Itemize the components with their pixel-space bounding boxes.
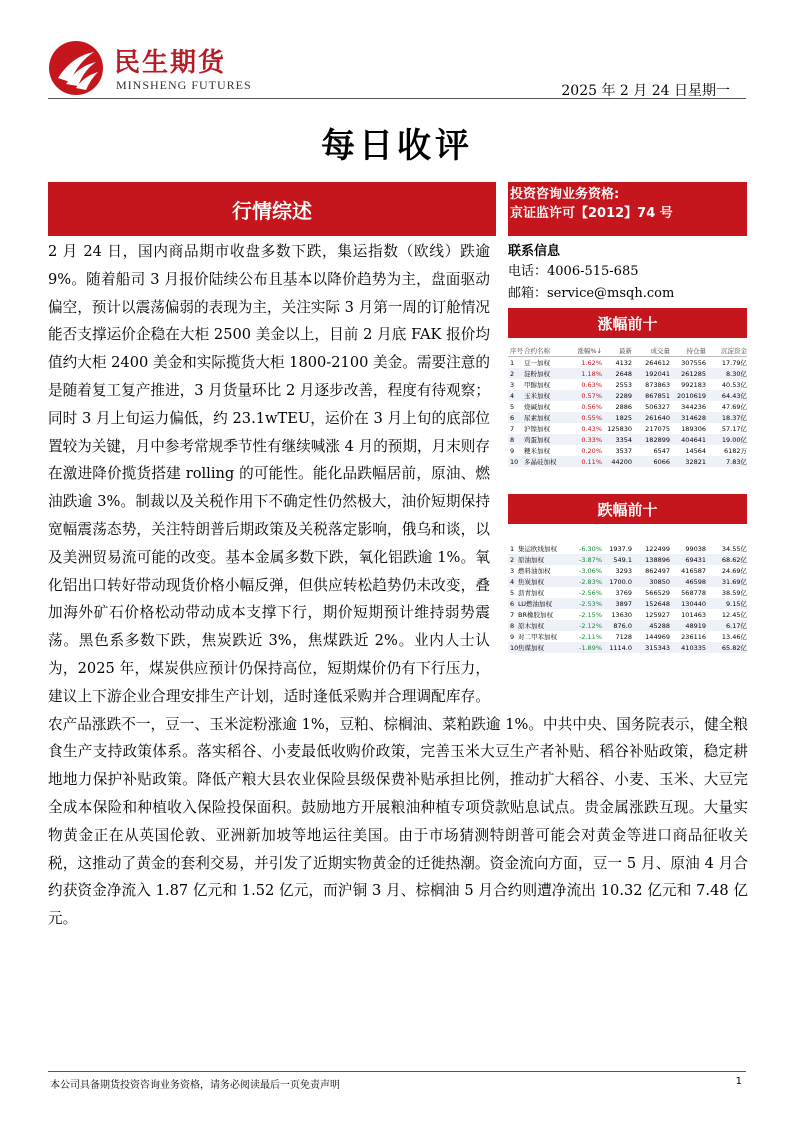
cell-pct: 1.18% <box>572 368 602 379</box>
cell-volume: 192041 <box>632 368 670 379</box>
cell-capital: 18.37亿 <box>706 412 747 423</box>
cell-name: 烧碱加权 <box>524 403 550 411</box>
cell-volume: 30850 <box>632 576 670 587</box>
cell-last: 3897 <box>602 598 632 609</box>
cell-oi: 992183 <box>681 380 706 389</box>
contact-phone: 电话：4006-515-685 <box>508 264 639 279</box>
cell-pct: 0.20% <box>581 446 602 455</box>
cell-volume: 873863 <box>645 380 670 389</box>
cell-capital: 31.69亿 <box>706 576 747 587</box>
cell-oi: 2010619 <box>670 390 706 401</box>
cell-capital: 38.59亿 <box>721 589 747 597</box>
cell-oi: 410335 <box>670 642 706 653</box>
cell-volume: 6066 <box>632 456 670 467</box>
cell-volume: 138896 <box>632 554 670 565</box>
cell-pct: -2.56% <box>579 588 602 597</box>
cell-idx: 8 <box>508 620 518 631</box>
cell-pct: -3.06% <box>579 566 602 575</box>
cell-last: 3354 <box>602 434 632 445</box>
cell-capital: 24.69亿 <box>721 567 747 575</box>
cell-volume: 144969 <box>645 632 670 641</box>
cell-volume: 182899 <box>632 434 670 445</box>
cell-oi: 236116 <box>681 632 706 641</box>
cell-volume: 862497 <box>645 566 670 575</box>
cell-name: 沥青加权 <box>518 589 544 597</box>
cell-oi: 568778 <box>681 588 706 597</box>
cell-idx: 2 <box>508 368 524 379</box>
cell-last: 125830 <box>607 424 632 433</box>
table-row <box>508 631 747 642</box>
cell-last: 1700.0 <box>602 576 632 587</box>
cell-last: 44200 <box>602 456 632 467</box>
cell-name: 燃料油加权 <box>518 567 551 575</box>
table-row <box>508 620 747 631</box>
cell-oi: 130440 <box>670 598 706 609</box>
footer-divider <box>48 1071 746 1072</box>
cell-capital: 68.62亿 <box>706 554 747 565</box>
cell-oi: 14564 <box>685 446 706 455</box>
contact-title: 联系信息 <box>508 244 561 259</box>
license-box <box>508 182 747 236</box>
cell-capital: 13.46亿 <box>721 633 747 641</box>
cell-idx: 6 <box>508 598 518 609</box>
cell-capital: 64.43亿 <box>706 390 747 401</box>
cell-oi: 32821 <box>670 456 706 467</box>
cell-capital: 34.55亿 <box>721 545 747 553</box>
cell-idx: 4 <box>508 576 518 587</box>
table-row <box>508 456 747 467</box>
cell-idx: 6 <box>508 412 524 423</box>
cell-last: 2886 <box>615 402 632 411</box>
cell-volume: 122499 <box>645 544 670 553</box>
cell-capital: 19.00亿 <box>706 434 747 445</box>
column-header-volume[interactable]: 成交量 <box>632 344 670 357</box>
cell-volume: 506327 <box>645 402 670 411</box>
table-row <box>508 357 747 369</box>
cell-name: 集运欧线加权 <box>518 545 557 553</box>
table-row <box>508 379 747 390</box>
cell-name: 焦炭加权 <box>518 576 572 587</box>
cell-oi: 261285 <box>670 368 706 379</box>
cell-pct: -2.15% <box>579 610 602 619</box>
cell-capital: 65.82亿 <box>706 642 747 653</box>
cell-capital: 8.30亿 <box>706 368 747 379</box>
license-line-1: 投资咨询业务资格: <box>510 187 620 202</box>
cell-name: 多晶硅加权 <box>524 456 572 467</box>
cell-pct: 0.63% <box>581 380 602 389</box>
cell-capital: 9.15亿 <box>706 598 747 609</box>
table-row <box>508 434 747 445</box>
cell-oi: 48919 <box>670 620 706 631</box>
cell-name: 粳米加权 <box>524 447 550 455</box>
cell-name: 豆一加权 <box>524 359 550 367</box>
column-header-pct[interactable]: 涨幅%↓ <box>572 344 602 357</box>
cell-capital: 17.79亿 <box>721 359 747 367</box>
cell-oi: 307556 <box>681 358 706 367</box>
cell-name: 鸡蛋加权 <box>524 434 572 445</box>
cell-oi: 404641 <box>670 434 706 445</box>
section-title: 行情综述 <box>48 182 496 236</box>
cell-capital: 57.17亿 <box>721 425 747 433</box>
cell-pct: 0.56% <box>581 402 602 411</box>
header-divider <box>48 98 746 99</box>
cell-name: BR橡胶加权 <box>518 611 553 619</box>
cell-pct: -1.89% <box>572 642 602 653</box>
cell-volume: 566529 <box>645 588 670 597</box>
cell-last: 2289 <box>602 390 632 401</box>
cell-idx: 1 <box>510 544 515 553</box>
cell-name: 对二甲苯加权 <box>518 633 557 641</box>
cell-oi: 101463 <box>681 610 706 619</box>
table-row <box>508 543 747 554</box>
cell-idx: 3 <box>510 380 515 389</box>
table-row <box>508 609 747 620</box>
cell-last: 3293 <box>615 566 632 575</box>
cell-name: 玉米加权 <box>524 390 572 401</box>
cell-idx: 5 <box>510 402 515 411</box>
cell-capital: 7.83亿 <box>706 456 747 467</box>
table-row <box>508 412 747 423</box>
cell-idx: 10 <box>508 456 524 467</box>
table-row <box>508 598 747 609</box>
cell-idx: 4 <box>508 390 524 401</box>
cell-oi: 69431 <box>670 554 706 565</box>
column-header-capital[interactable]: 沉淀资金 <box>706 344 747 357</box>
column-header-last[interactable]: 最新 <box>602 344 632 357</box>
table-row <box>508 565 747 576</box>
contact-email[interactable]: 邮箱：service@msqh.com <box>508 286 675 301</box>
cell-capital: 47.69亿 <box>721 403 747 411</box>
cell-volume: 261640 <box>632 412 670 423</box>
table-row <box>508 445 747 456</box>
cell-idx: 2 <box>508 554 518 565</box>
cell-last: 4132 <box>615 358 632 367</box>
page-number: 1 <box>735 1076 742 1087</box>
table-row <box>508 401 747 412</box>
cell-name: 甲醇加权 <box>524 381 550 389</box>
cell-oi: 344236 <box>681 402 706 411</box>
table-row <box>508 576 747 587</box>
cell-idx: 9 <box>510 446 515 455</box>
cell-volume: 6547 <box>653 446 670 455</box>
cell-idx: 7 <box>510 610 515 619</box>
cell-idx: 5 <box>510 588 515 597</box>
cell-oi: 416587 <box>681 566 706 575</box>
cell-volume: 264612 <box>645 358 670 367</box>
cell-pct: 0.33% <box>572 434 602 445</box>
cell-name: 原木加权 <box>518 620 572 631</box>
table-row <box>508 390 747 401</box>
column-header-name[interactable]: 合约名称 <box>524 344 572 357</box>
minsheng-logo-icon <box>48 40 104 96</box>
column-header-oi[interactable]: 持仓量 <box>670 344 706 357</box>
cell-volume: 125927 <box>645 610 670 619</box>
cell-idx: 9 <box>510 632 515 641</box>
table-row <box>508 423 747 434</box>
cell-pct: -3.87% <box>572 554 602 565</box>
cell-last: 3537 <box>615 446 632 455</box>
cell-oi: 189306 <box>681 424 706 433</box>
cell-oi: 46598 <box>670 576 706 587</box>
cell-idx: 1 <box>510 358 515 367</box>
brand-english-name: MINSHENG FUTURES <box>116 78 252 92</box>
cell-pct: 0.43% <box>581 424 602 433</box>
cell-last: 549.1 <box>602 554 632 565</box>
cell-name: 沪镍加权 <box>524 425 550 433</box>
cell-capital: 6182万 <box>723 447 747 455</box>
cell-idx: 3 <box>510 566 515 575</box>
cell-idx: 10 <box>510 643 518 652</box>
cell-last: 3769 <box>615 588 632 597</box>
cell-name: LU燃油加权 <box>518 598 572 609</box>
table-row <box>508 368 747 379</box>
cell-volume: 867851 <box>632 390 670 401</box>
cell-pct: 0.57% <box>572 390 602 401</box>
table-row <box>508 554 747 565</box>
cell-capital: 12.45亿 <box>721 611 747 619</box>
column-header-idx[interactable]: 序号 <box>508 344 524 357</box>
cell-idx: 8 <box>508 434 524 445</box>
cell-oi: 314628 <box>670 412 706 423</box>
page-title: 每日收评 <box>321 126 473 166</box>
cell-volume: 45288 <box>632 620 670 631</box>
cell-name: 焦煤加权 <box>518 642 572 653</box>
losers-title: 跌幅前十 <box>508 494 747 524</box>
gainers-table <box>508 344 747 467</box>
cell-last: 1937.9 <box>609 544 632 553</box>
market-summary-paragraph: 2 月 24 日，国内商品期市收盘多数下跌，集运指数（欧线）跌逾 9%。随着船司 3 月报价陆续公布且基本以降价趋势为主，盘面驱动偏空，预计以震荡偏弱的表现为主，关注实际 3 月第一周的订舱情况能否支撑运价企稳在大柜 2500 美金以上，目前 2 月底 FAK 报价均值约大柜 2400 美金和实际揽货大柜 1800-2100 美金。需要注意的是随着复工复产推进，3 月货量环比 2 月逐步改善，程度有待观察；同时 3 月上旬运力偏低，约 23.1wTEU，运价在 3 月上旬的底部位置较为关键，月中参考常规季节性有继续喊涨 4 月的预期，月末则存在激进降价揽货搭建 rolling 的可能性。能化品跌幅居前，原油、燃油跌逾 3%。制裁以及关税作用下不确定性仍然极大，油价短期保持宽幅震荡态势，关注特朗普后期政策及关税落定影响，俄乌和谈，以及美洲贸易流可能的改变。基本金属多数下跌，氧化铝跌逾 1%。氧化铝出口转好带动现货价格小幅反弹，但供应转松趋势仍未改变，叠加海外矿石价格松动带动成本支撑下行，期价短期预计维持弱势震荡。黑色系多数下跌，焦炭跌近 3%，焦煤跌近 2%。业内人士认为，2025 年，煤炭供应预计仍保持高位，短期煤价仍有下行压力，建议上下游企业合理安排生产计划，适时逢低采购并合理调配库存。农产品涨跌不一，豆一、玉米淀粉涨逾 1%，豆粕、棕榈油、菜粕跌逾 1%。中共中央、国务院表示，健全粮食生产支持政策体系。落实稻谷、小麦最低收购价政策，完善玉米大豆生产者补贴、稻谷补贴政策，稳定耕地地力保护补贴政策。降低产粮大县农业保险县级保费补贴承担比例，推动扩大稻谷、小麦、玉米、大豆完全成本保险和种植收入保险投保面积。鼓励地方开展粮油种植专项贷款贴息试点。贵金属涨跌互现。大量实物黄金正在从英国伦敦、亚洲新加坡等地运往美国。由于市场猜测特朗普可能会对黄金等进口商品征收关税，这推动了黄金的套利交易，并引发了近期实物黄金的迁徙热潮。资金流向方面，豆一 5 月、原油 4 月合约获资金净流入 1.87 亿元和 1.52 亿元，而沪铜 3 月、棕榈油 5 月合约则遭净流出 10.32 亿元和 7.48 亿元。 <box>48 243 748 928</box>
cell-pct: -2.53% <box>572 598 602 609</box>
cell-last: 2553 <box>615 380 632 389</box>
cell-name: 淀粉加权 <box>524 368 572 379</box>
cell-pct: 1.62% <box>581 358 602 367</box>
cell-name: 原油加权 <box>518 554 572 565</box>
cell-volume: 152648 <box>632 598 670 609</box>
cell-pct: 0.11% <box>572 456 602 467</box>
cell-capital: 40.53亿 <box>721 381 747 389</box>
losers-table <box>508 543 747 653</box>
cell-capital: 6.17亿 <box>706 620 747 631</box>
cell-name: 尿素加权 <box>524 412 572 423</box>
cell-last: 876.0 <box>602 620 632 631</box>
cell-volume: 315343 <box>632 642 670 653</box>
cell-last: 13630 <box>611 610 632 619</box>
cell-volume: 217075 <box>645 424 670 433</box>
table-row <box>508 642 747 653</box>
cell-pct: -2.12% <box>572 620 602 631</box>
cell-last: 2648 <box>602 368 632 379</box>
brand-name: 民生期货 <box>114 48 227 78</box>
cell-oi: 99038 <box>685 544 706 553</box>
report-date: 2025 年 2 月 24 日星期一 <box>561 83 730 99</box>
license-line-2: 京证监许可【2012】74 号 <box>510 206 673 221</box>
cell-last: 1114.0 <box>602 642 632 653</box>
cell-pct: 0.55% <box>572 412 602 423</box>
table-row <box>508 587 747 598</box>
cell-pct: -6.30% <box>579 544 602 553</box>
cell-idx: 7 <box>510 424 515 433</box>
cell-pct: -2.83% <box>572 576 602 587</box>
gainers-title: 涨幅前十 <box>508 308 747 338</box>
footer-disclaimer: 本公司具备期货投资咨询业务资格，请务必阅读最后一页免责声明 <box>50 1080 340 1091</box>
cell-last: 7128 <box>615 632 632 641</box>
cell-last: 1825 <box>602 412 632 423</box>
cell-pct: -2.11% <box>579 632 602 641</box>
